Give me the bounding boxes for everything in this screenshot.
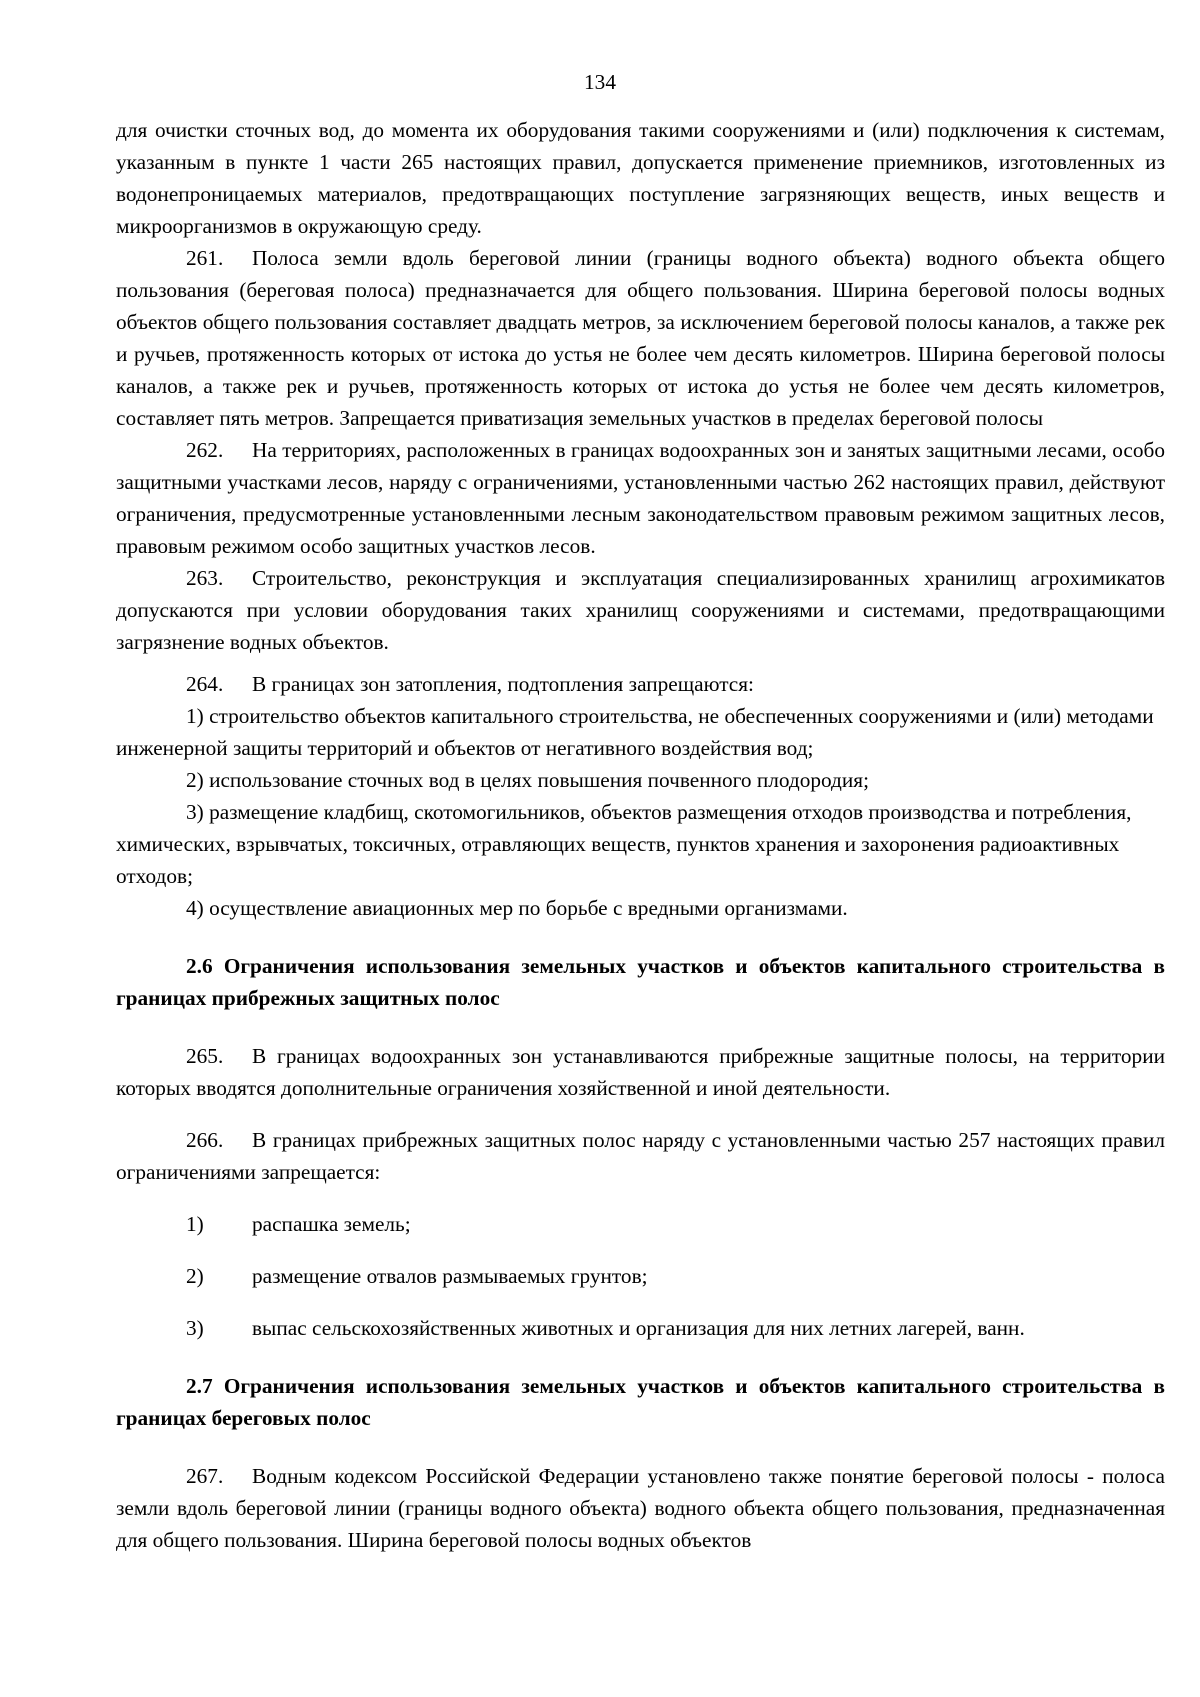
- list-item-266-2: [186, 1260, 1165, 1292]
- paragraph-265: [116, 1040, 1165, 1104]
- list-item-266-3: [186, 1312, 1165, 1344]
- list-text: размещение отвалов размываемых грунтов;: [252, 1264, 648, 1288]
- clause-text: В границах прибрежных защитных полос наряду с установленными частью 257 настоящих правил ограничениями запрещается:: [116, 1128, 1165, 1184]
- paragraph-261: [116, 242, 1165, 434]
- paragraph-267: [116, 1460, 1165, 1556]
- clause-text: В границах зон затопления, подтопления запрещаются:: [252, 672, 754, 696]
- list-item-264-2: 2) использование сточных вод в целях повышения почвенного плодородия;: [186, 768, 870, 792]
- list-item-264-4: 4) осуществление авиационных мер по борьбе с вредными организмами.: [186, 896, 848, 920]
- paragraph-263: [116, 562, 1165, 658]
- document-body: [116, 114, 1165, 1556]
- paragraph-intro: для очистки сточных вод, до момента их оборудования такими сооружениями и (или) подключения к системам, указанным в пункте 1 части 265 настоящих правил, допускается применение приемников, изготовленных из водонепроницаемых материалов, предотвращающих поступление загрязняющих веществ, иных веществ и микроорганизмов в окружающую среду.: [116, 118, 1165, 238]
- clause-text: На территориях, расположенных в границах водоохранных зон и занятых защитными лесами, особо защитными участками лесов, наряду с ограничениями, установленными частью 262 настоящих правил, действуют ограничения, предусмотренные установленными лесным законодательством правовым режимом защитных лесов, правовым режимом особо защитных участков лесов.: [116, 438, 1165, 558]
- paragraph-262: [116, 434, 1165, 562]
- clause-number: 263.: [186, 566, 224, 590]
- clause-number: 261.: [186, 246, 224, 270]
- list-text: распашка земель;: [252, 1212, 411, 1236]
- clause-number: 264.: [186, 672, 224, 696]
- clause-number: 266.: [186, 1128, 224, 1152]
- section-heading-2-6: 2.6 Ограничения использования земельных участков и объектов капитального строительства в границах прибрежных защитных полос: [116, 954, 1165, 1010]
- section-heading-2-7: 2.7 Ограничения использования земельных участков и объектов капитального строительства в границах береговых полос: [116, 1374, 1165, 1430]
- list-text: выпас сельскохозяйственных животных и организация для них летних лагерей, ванн.: [252, 1316, 1025, 1340]
- clause-text: Строительство, реконструкция и эксплуатация специализированных хранилищ агрохимикатов допускаются при условии оборудования таких хранилищ сооружениями и системами, предотвращающими загрязнение водных объектов.: [116, 566, 1165, 654]
- list-item-264-1: 1) строительство объектов капитального строительства, не обеспеченных сооружениями и (или) методами инженерной защиты территорий и объектов от негативного воздействия вод;: [116, 704, 1154, 760]
- list-number: 1): [186, 1212, 204, 1236]
- paragraph-264: [116, 668, 1165, 700]
- clause-text: Полоса земли вдоль береговой линии (границы водного объекта) водного объекта общего пользования (береговая полоса) предназначается для общего пользования. Ширина береговой полосы водных объектов общего пользования составляет двадцать метров, за исключением береговой полосы каналов, а также рек и ручьев, протяженность которых от истока до устья не более чем десять километров. Ширина береговой полосы каналов, а также рек и ручьев, протяженность которых от истока до устья не более чем десять километров, составляет пять метров. Запрещается приватизация земельных участков в пределах береговой полосы: [116, 246, 1165, 430]
- clause-text: В границах водоохранных зон устанавливаются прибрежные защитные полосы, на территории которых вводятся дополнительные ограничения хозяйственной и иной деятельности.: [116, 1044, 1165, 1100]
- list-item-266-1: [186, 1208, 1165, 1240]
- page-number: 134: [584, 70, 616, 94]
- clause-number: 262.: [186, 438, 224, 462]
- paragraph-266: [116, 1124, 1165, 1188]
- clause-number: 265.: [186, 1044, 224, 1068]
- clause-number: 267.: [186, 1464, 224, 1488]
- clause-text: Водным кодексом Российской Федерации установлено также понятие береговой полосы - полоса земли вдоль береговой линии (границы водного объекта) водного объекта общего пользования, предназначенная для общего пользования. Ширина береговой полосы водных объектов: [116, 1464, 1165, 1552]
- list-number: 3): [186, 1316, 204, 1340]
- list-item-264-3: 3) размещение кладбищ, скотомогильников, объектов размещения отходов производства и потребления, химических, взрывчатых, токсичных, отравляющих веществ, пунктов хранения и захоронения радиоактивных отходов;: [116, 800, 1132, 888]
- list-number: 2): [186, 1264, 204, 1288]
